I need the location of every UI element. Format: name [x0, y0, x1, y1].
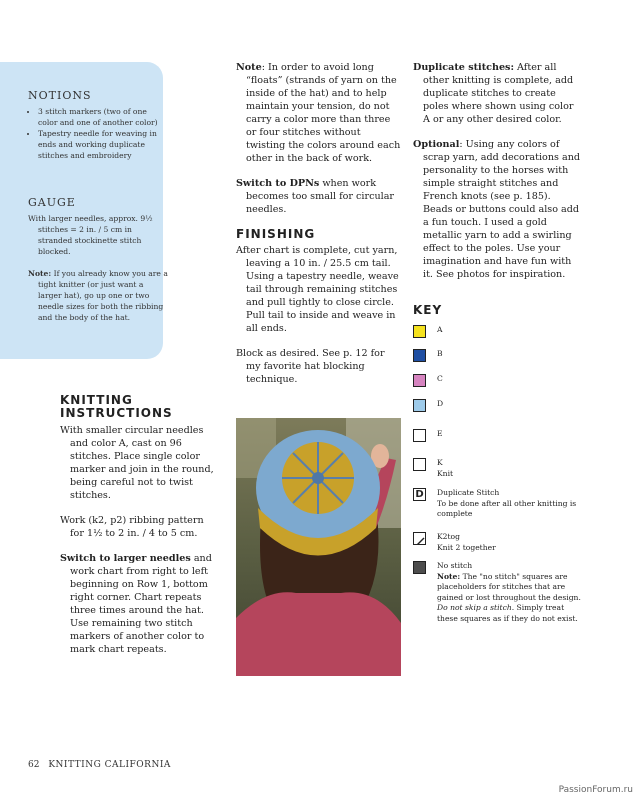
key-label: C [437, 374, 443, 383]
instructions-p2: Work (k2, p2) ribbing pattern for 1½ to 2 in. / 4 to 5 cm. [60, 515, 204, 539]
notions-list [28, 106, 168, 161]
duplicate-stitches-note [413, 61, 583, 126]
key-swatch [413, 561, 426, 574]
slash-icon [414, 537, 425, 545]
instructions-p3-text: and work chart from right to left beginning on Row 1, bottom right corner. Chart repeats three times around the hat. Use remaining two stitch markers of another color to mark chart repeats. [70, 553, 212, 655]
key-label: A [437, 325, 443, 334]
gauge-heading: GAUGE [28, 196, 76, 209]
block-text: Block as desired. See p. 12 for my favorite hat blocking technique. [236, 348, 385, 385]
dpn-note [236, 177, 402, 216]
key-swatch [413, 429, 426, 442]
note-text: If you already know you are a tight knitter (or just want a larger hat), go up one or two needle sizes for both the ribbing and the body of the hat. [38, 269, 168, 322]
page-number: 62 [28, 760, 40, 770]
floats-note-label: Note [236, 62, 262, 73]
larger-needles-label: Switch to larger needles [60, 553, 191, 564]
duplicate-stitches-text: After all other knitting is complete, add duplicate stitches to create poles where shown using color A or any other desired color. [423, 62, 574, 125]
optional-label: Optional [413, 139, 460, 150]
watermark: PassionForum.ru [558, 785, 633, 795]
floats-note [236, 61, 402, 165]
note-label: Note: [28, 269, 52, 278]
key-label [437, 561, 587, 624]
key-label [437, 532, 597, 553]
no-stitch-note [437, 572, 587, 625]
key-label-title: No stitch [437, 561, 473, 570]
key-label-title: K2tog [437, 532, 460, 541]
middle-column [236, 61, 402, 386]
page-footer [28, 760, 171, 770]
no-stitch-italic: Do not skip a stitch. [437, 603, 515, 612]
hat-photo-illustration [236, 418, 401, 676]
optional-text: : Using any colors of scrap yarn, add decorations and personality to the horses with simple straight stitches and French knots (see p. 185). Beads or buttons could also add a fun touch. I used a gold metallic yarn to add a swirling effect to the poles. Use your imagination and have fun with it. See photos for inspiration. [423, 139, 581, 280]
optional-note [413, 138, 583, 281]
notions-item: • 3 stitch markers (two of one color and one of another color) [38, 106, 168, 128]
notions-item: • Tapestry needle for weaving in ends and working duplicate stitches and embroidery [38, 128, 168, 161]
key-label: B [437, 349, 443, 358]
key-label-desc: Knit [437, 468, 454, 478]
key-label-title: Duplicate Stitch [437, 488, 500, 497]
duplicate-stitch-symbol-icon: D [413, 488, 426, 501]
duplicate-stitches-label: Duplicate stitches: [413, 62, 514, 73]
notions-heading: NOTIONS [28, 89, 92, 102]
notions-note [28, 268, 168, 323]
instructions-heading [60, 394, 173, 420]
dpn-text: when work becomes too small for circular needles. [246, 178, 395, 215]
key-swatch [413, 349, 426, 362]
key-label: E [437, 429, 443, 438]
gauge-text: With larger needles, approx. 9½ stitches = 2 in. / 5 cm in stranded stockinette stitch blocked. [28, 214, 153, 256]
right-column [413, 61, 583, 281]
key-label-title: K [437, 458, 443, 467]
k2tog-symbol-icon [413, 532, 426, 545]
key-label-desc: Knit 2 together [437, 542, 496, 552]
key-swatch [413, 374, 426, 387]
finishing-text: After chart is complete, cut yarn, leaving a 10 in. / 25.5 cm tail. Using a tapestry needle, weave tail through remaining stitches and pull tightly to close circle. Pull tail to inside and weave in all ends. [236, 245, 399, 334]
instructions-heading-line2: INSTRUCTIONS [60, 406, 173, 420]
instructions-p1: With smaller circular needles and color A, cast on 96 stitches. Place single color marker and join in the round, being careful not to twist stitches. [60, 425, 214, 501]
key-label-desc: To be done after all other knitting is complete [437, 498, 577, 518]
instructions-p3 [60, 552, 220, 656]
no-stitch-note-label: Note: [437, 571, 461, 581]
key-label [437, 458, 597, 479]
key-swatch [413, 458, 426, 471]
finishing-heading: FINISHING [236, 227, 316, 241]
key-label: D [437, 399, 444, 408]
key-label [437, 488, 597, 520]
key-heading: KEY [413, 303, 443, 317]
no-stitch-note-text: The "no stitch" squares are placeholders for stitches that are gained or lost throughout the design. [437, 571, 581, 602]
instructions-heading-line1: KNITTING [60, 393, 133, 407]
no-stitch-tail: Simply treat these squares as if they do not exist. [437, 603, 578, 623]
key-swatch [413, 399, 426, 412]
instructions-body [60, 424, 220, 656]
key-swatch [413, 325, 426, 338]
book-title: KNITTING CALIFORNIA [48, 760, 171, 770]
hat-photo [236, 418, 401, 676]
floats-note-text: : In order to avoid long “floats” (strands of yarn on the inside of the hat) and to help maintain your tension, do not carry a color more than three or four stitches without twisting the colors around each other in the back of work. [246, 62, 401, 164]
dpn-label: Switch to DPNs [236, 178, 320, 189]
